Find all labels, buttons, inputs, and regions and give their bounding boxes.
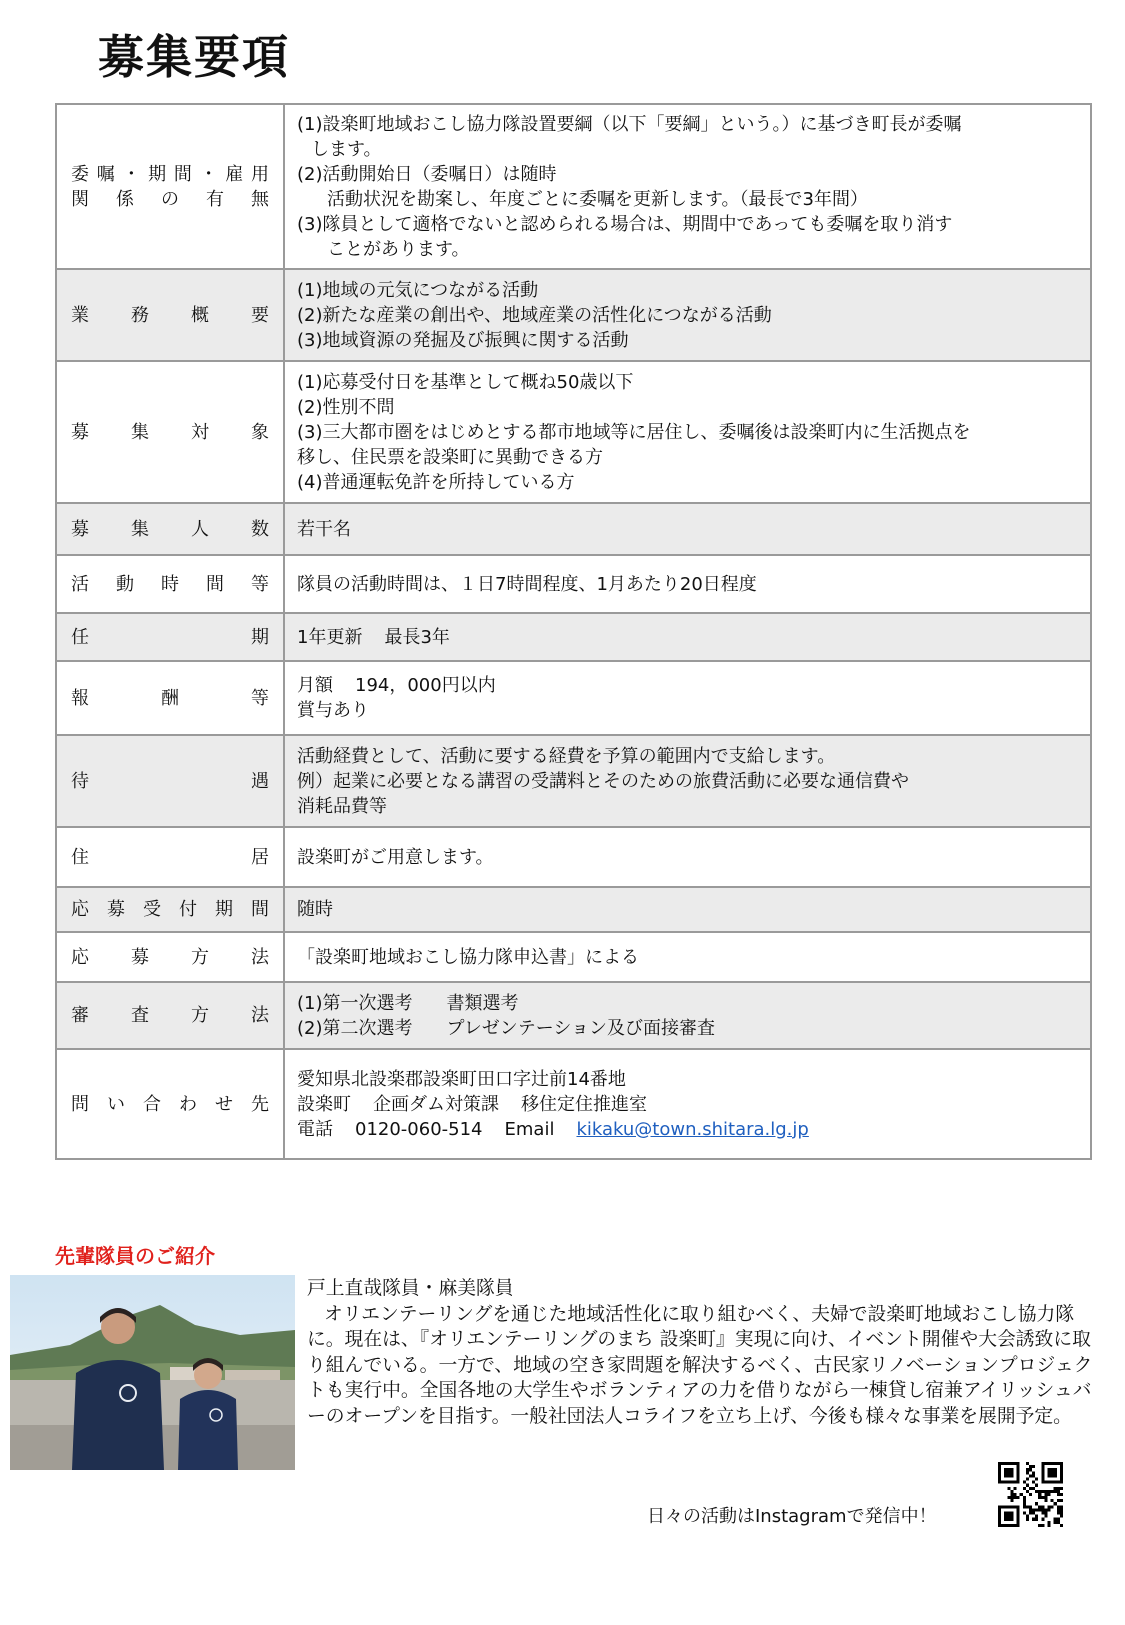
row-label: 任期 <box>56 613 284 661</box>
row-label: 委嘱・期間・雇用 関係の有無 <box>56 104 284 269</box>
row-content: 1年更新 最長3年 <box>284 613 1091 661</box>
row-content: (1)応募受付日を基準として概ね50歳以下 (2)性別不問 (3)三大都市圏をはじめとする都市地域等に居住し、委嘱後は設楽町内に生活拠点を 移し、住民票を設楽町に異動できる方 (4)普通運転免許を所持している方 <box>284 361 1091 503</box>
row-content: 愛知県北設楽郡設楽町田口字辻前14番地 設楽町 企画ダム対策課 移住定住推進室 電話 0120-060-514 Email kikaku@town.shitara.lg.jp <box>284 1049 1091 1159</box>
table-row <box>56 503 1091 555</box>
table-row <box>56 735 1091 827</box>
table-row <box>56 269 1091 361</box>
row-label: 募集人数 <box>56 503 284 555</box>
intro-body: オリエンテーリングを通じた地域活性化に取り組むべく、夫婦で設楽町地域おこし協力隊に。現在は、『オリエンテーリングのまち 設楽町』実現に向け、イベント開催や大会誘致に取り組んでいる。一方で、地域の空き家問題を解決するべく、古民家リノベーションプロジェクトも実行中。全国各地の大学生やボランティアの力を借りながら一棟貸し宿兼アイリッシュバーのオープンを目指す。一般社団法人コライフを立ち上げ、今後も様々な事業を展開予定。 <box>307 1303 1093 1427</box>
row-label: 応募受付期間 <box>56 887 284 932</box>
intro-description <box>307 1276 1097 1430</box>
requirements-table <box>55 103 1092 1160</box>
row-content: 随時 <box>284 887 1091 932</box>
row-content: (1)第一次選考 書類選考 (2)第二次選考 プレゼンテーション及び面接審査 <box>284 982 1091 1049</box>
row-content: 隊員の活動時間は、１日7時間程度、1月あたり20日程度 <box>284 555 1091 613</box>
row-content: 「設楽町地域おこし協力隊申込書」による <box>284 932 1091 982</box>
row-label: 業務概要 <box>56 269 284 361</box>
row-content: 活動経費として、活動に要する経費を予算の範囲内で支給します。 例）起業に必要となる講習の受講料とそのための旅費活動に必要な通信費や 消耗品費等 <box>284 735 1091 827</box>
table-row <box>56 361 1091 503</box>
row-content: 月額 194，000円以内 賞与あり <box>284 661 1091 735</box>
row-label: 活動時間等 <box>56 555 284 613</box>
intro-heading: 先輩隊員のご紹介 <box>55 1244 215 1268</box>
table-row <box>56 661 1091 735</box>
table-row <box>56 887 1091 932</box>
row-content: 若干名 <box>284 503 1091 555</box>
table-row <box>56 827 1091 887</box>
email-link[interactable]: kikaku@town.shitara.lg.jp <box>576 1118 809 1140</box>
table-row <box>56 982 1091 1049</box>
table-row <box>56 613 1091 661</box>
table-row <box>56 555 1091 613</box>
row-label: 報酬等 <box>56 661 284 735</box>
table-row <box>56 932 1091 982</box>
members-photo <box>10 1275 295 1470</box>
qr-code-icon[interactable] <box>998 1462 1063 1527</box>
table-row <box>56 104 1091 269</box>
row-label: 問い合わせ先 <box>56 1049 284 1159</box>
row-content: (1)地域の元気につながる活動 (2)新たな産業の創出や、地域産業の活性化につながる活動 (3)地域資源の発掘及び振興に関する活動 <box>284 269 1091 361</box>
member-names: 戸上直哉隊員・麻美隊員 <box>307 1278 514 1299</box>
row-label: 審査方法 <box>56 982 284 1049</box>
row-label: 住居 <box>56 827 284 887</box>
table-row <box>56 1049 1091 1159</box>
row-label: 募集対象 <box>56 361 284 503</box>
row-label: 応募方法 <box>56 932 284 982</box>
instagram-note: 日々の活動はInstagramで発信中！ <box>647 1506 937 1527</box>
page-title: 募集要項 <box>98 30 290 84</box>
row-label: 待遇 <box>56 735 284 827</box>
row-content: 設楽町がご用意します。 <box>284 827 1091 887</box>
row-content: (1)設楽町地域おこし協力隊設置要綱（以下「要綱」という。）に基づき町長が委嘱 します。 (2)活動開始日（委嘱日）は随時 活動状況を勘案し、年度ごとに委嘱を更新します。（最長で3年間） (3)隊員として適格でないと認められる場合は、期間中であっても委嘱を取り消す ことがあります。 <box>284 104 1091 269</box>
